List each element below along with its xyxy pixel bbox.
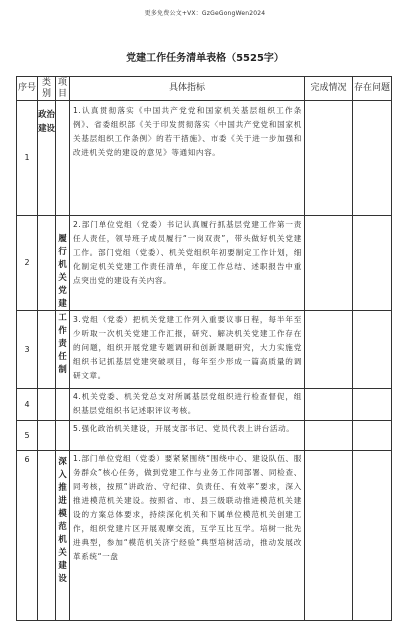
- row-seq: 6: [17, 451, 38, 621]
- row-seq: 2: [17, 216, 38, 311]
- row-status-cell: [305, 311, 353, 389]
- table-row: [17, 389, 392, 421]
- row-project: 工作责任制: [56, 311, 70, 389]
- document-title: 党建工作任务清单表格（5525字）: [126, 53, 284, 64]
- row-category: [38, 311, 56, 389]
- row-project: [56, 421, 70, 451]
- row-seq: 1: [17, 101, 38, 216]
- row-indicator: 3.党组（党委）把机关党建工作列入重要议事日程，每半年至少听取一次机关党建工作汇报，研究、解决机关党建工作存在的问题，组织开展党建专题调研和创新课题研究，大力实施党组织书记抓基层党建突破项目，每年至少形成一篇高质量的调研文章。: [70, 311, 305, 389]
- row-indicator: 1.认真贯彻落实《中国共产党党和国家机关基层组织工作条例》、省委组织部《关于印发贯彻落实〈中国共产党党和国家机关基层组织工作条例〉的若干措施》、市委《关于进一步加强和改进机关党的建设的意见》等通知内容。: [70, 101, 305, 216]
- row-issues-cell: [353, 311, 392, 389]
- watermark-text: 更多免费公文+VX：GzGeGongWen2024: [144, 10, 266, 17]
- row-category: [38, 451, 56, 621]
- row-indicator: 2.部门单位党组（党委）书记认真履行抓基层党建工作第一责任人责任，领导班子成员履行“一岗双责”，带头做好机关党建工作。部门党组（党委）、机关党组织年初要制定工作计划，细化制定机关党建工作责任清单，年度工作总结、述职报告中重点突出党的建设有关内容。: [70, 216, 305, 311]
- row-category: [38, 421, 56, 451]
- header-seq: 序号: [17, 77, 38, 101]
- row-category: 政治建设: [38, 101, 56, 216]
- row-category: [38, 216, 56, 311]
- table-row: [17, 421, 392, 451]
- header-project: 项目: [56, 77, 70, 101]
- row-category: [38, 389, 56, 421]
- header-issues: 存在问题: [353, 77, 392, 101]
- row-status-cell: [305, 216, 353, 311]
- header-category: 类别: [38, 77, 56, 101]
- table-row: [17, 451, 392, 621]
- row-status-cell: [305, 421, 353, 451]
- header-status: 完成情况: [305, 77, 353, 101]
- row-project: [56, 101, 70, 216]
- table-row: [17, 216, 392, 311]
- row-seq: 4: [17, 389, 38, 421]
- table-row: [17, 101, 392, 216]
- table-row: [17, 311, 392, 389]
- row-status-cell: [305, 101, 353, 216]
- header-indicator: 具体指标: [70, 77, 305, 101]
- task-list-table: [16, 76, 392, 621]
- row-issues-cell: [353, 389, 392, 421]
- row-issues-cell: [353, 451, 392, 621]
- row-issues-cell: [353, 216, 392, 311]
- table-header-row: [17, 77, 392, 101]
- row-status-cell: [305, 389, 353, 421]
- row-seq: 3: [17, 311, 38, 389]
- row-indicator: 4.机关党委、机关党总支对所属基层党组织进行检查督促，组织基层党组织书记述职评议考核。: [70, 389, 305, 421]
- row-status-cell: [305, 451, 353, 621]
- row-project: [56, 389, 70, 421]
- row-indicator: 1.部门单位党组（党委）要紧紧围绕“围绕中心、建设队伍、服务群众”核心任务，做到党建工作与业务工作同部署、同检查、同考核，按照“讲政治、守纪律、负责任、有效率”要求，深入推进模范机关建设。按照省、市、县三级联动推进模范机关建设的方案总体要求，持续深化机关和下属单位模范机关创建工作，组织党建片区开展观摩交流，互学互比互学。培树一批先进典型，参加“模范机关济宁经验”典型培树活动，推动发展改革系统“一盘: [70, 451, 305, 621]
- row-seq: 5: [17, 421, 38, 451]
- row-project: 深入推进模范机关建设: [56, 451, 70, 621]
- row-issues-cell: [353, 421, 392, 451]
- row-issues-cell: [353, 101, 392, 216]
- row-project: 履行机关党建: [56, 216, 70, 311]
- row-indicator: 5.强化政治机关建设，开展支部书记、党员代表上讲台活动。: [70, 421, 305, 451]
